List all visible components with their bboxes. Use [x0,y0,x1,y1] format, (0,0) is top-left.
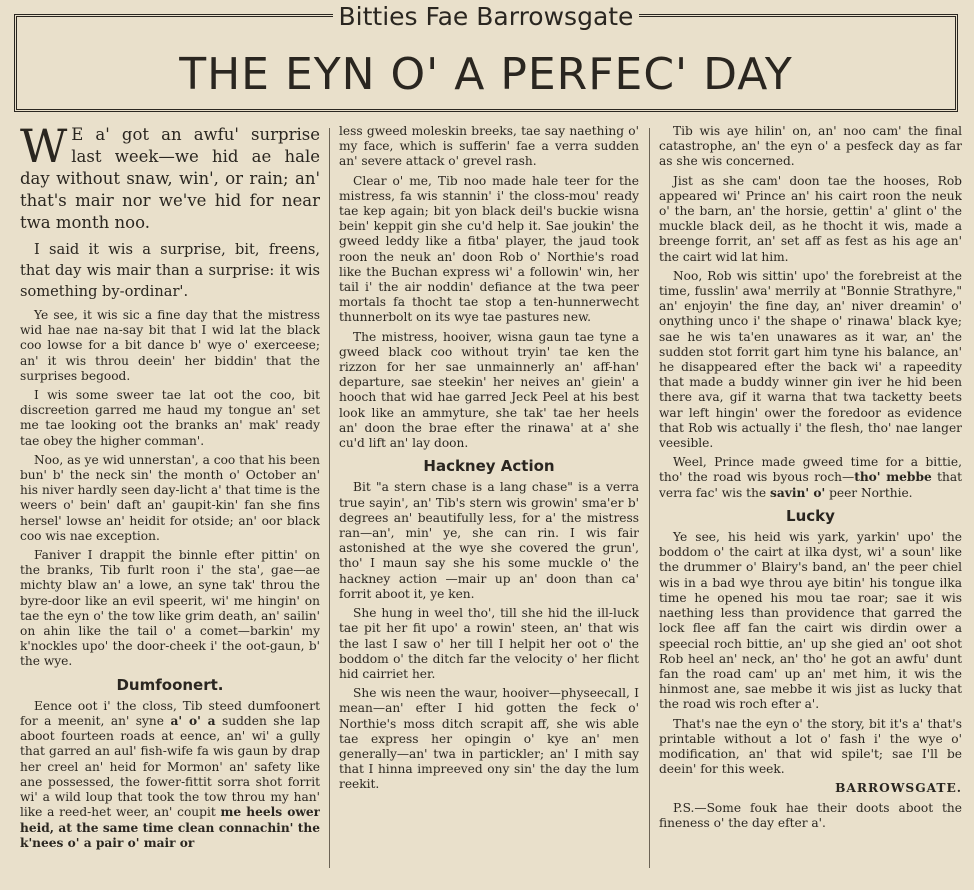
drop-cap: W [20,124,68,173]
paragraph: Ye see, it wis sic a fine day that the mistress wid hae nae na-say bit that I wid lat the black coo lowse for a bit dance b' wye o' exerceese; an' it wis throu deein' her biddin' that the surprises begood. [20,308,320,383]
paragraph: Ye see, his heid wis yark, yarkin' upo' the boddom o' the cairt at ilka dyst, wi' a soun' like the drummer o' Blairy's band, an' the peer chiel wis in a bad wye throu aye bitin' his tongue ilka time he opened his mou tae roar; sae it wis naething less than providence that garred the lock flee aff fan the cairt wis dirdin ower a speecial roch bittie, an' up she gied an' oot shot Rob heel an' neck, an' tho' he got an awfu' dunt fan the road cam' up an' met him, it wis the hinmost ane, sae mebbe it wis jist as lucky that the road wis roch efter a'. [659,530,962,712]
paragraph: less gweed moleskin breeks, tae say naething o' my face, which is sufferin' fae a verra sudden an' severe attack o' grevel rash. [339,124,639,169]
paragraph: Clear o' me, Tib noo made hale teer for the mistress, fa wis stannin' i' the closs-mou' ready tae kep again; bit yon black deil's buckie wisna bein' keppit gin she cu'd help it. Sae joukin' the gweed leddy like a fitba' player, the jaud took roon the neuk an' doon Rob o' Northie's road like the Buchan express wi' a followin' win, her tail i' the air noddin' defiance at the twa peer mortals fa thocht tae stop a ten-hunnerwecht thunnerbolt on its wye tae pastures new. [339,173,639,325]
lead-paragraph-2: I said it wis a surprise, bit, freens, that day wis mair than a surprise: it wis something by-ordinar'. [20,241,320,300]
headline: THE EYN O' A PERFEC' DAY [179,49,793,100]
paragraph: Noo, as ye wid unnerstan', a coo that his been bun' b' the neck sin' the month o' October an' his niver hardly seen day-licht a' that time is the weers o' bein' daft an' gaupit-kin' fan she fins hersel' lowse an' heidit for otside; an' oor black coo wis nae exception. [20,452,320,543]
section-heading: Hackney Action [423,457,555,476]
paragraph: She wis neen the waur, hooiver—physeecall, I mean—an' efter I hid gotten the feck o' Northie's moss ditch scrapit aff, she wis able tae express her opingin o' kye an' men generally—an' twa in partickler; an' I mith say that I hinna impreeved ony sin' the day the lum reekit. [339,686,639,792]
column-divider [329,128,330,868]
paragraph: Eence oot i' the closs, Tib steed dumfoonert for a meenit, an' syne a' o' a sudden she lap aboot fourteen roads at eence, an' wi' a gully that garred an aul' fish-wife fa wis gaun by drap her creel an' heid for Mormon' an' safety like ane possessed, the fower-fittit sorra shot forrit wi' a wild loup that took the tow throu my han' like a reed-het weer, an' coupit me heels ower heid, at the same time clean connachin' the k'nees o' a pair o' mair or [20,698,320,850]
column-2 [339,124,639,880]
paragraph: Bit "a stern chase is a lang chase" is a verra true sayin', an' Tib's stern wis growin' sma'er b' degrees an' beautifully less, for a' the mistress ran—an', min' ye, she can rin. I wis fair astonished at the wye she covered the grun', tho' I maun say she his some muckle o' the hackney action —mair up an' doon than ca' forrit aboot it, ye ken. [339,480,639,601]
paragraph: She hung in weel tho', till she hid the ill-luck tae pit her fit upo' a rowin' steen, an' that wis the last I saw o' her till I helpit her oot o' the boddom o' the ditch far the velocity o' her flicht hid cairriet her. [339,606,639,681]
paragraph: Noo, Rob wis sittin' upo' the forebreist at the time, fusslin' awa' merrily at "Bonnie Strathyre," an' enjoyin' the fine day, an' niver dreamin' o' onything unco i' the shape o' rinawa' black kye; sae he wis ta'en unawares as it war, an' the sudden stot forrit gart him tyne his balance, an' he disappeared efter the back wi' a rapeedity that made a buddy winner gin iver he hid been there ava, gif it warna that twa tacketty beets war left hingin' ower the foredoor as evidence that Rob wis actually i' the flesh, tho' nae langer veesible. [659,268,962,451]
paragraph: That's nae the eyn o' the story, bit it's a' that's printable without a lot o' fash i' the wye o' modification, an' that wid spile't; sae I'll be deein' for this week. [659,716,962,777]
paragraph: Jist as she cam' doon tae the hooses, Rob appeared wi' Prince an' his cairt roon the neuk o' the barn, an' the horsie, gettin' a' glint o' the muckle black deil, as he thocht it wis, made a breenge forrit, an' set aff as fest as his age an' the cairt wid lat him. [659,173,962,264]
section-heading: Lucky [786,506,835,525]
series-title: Bitties Fae Barrowsgate [17,2,955,31]
paragraph: Faniver I drappit the binnle efter pittin' on the branks, Tib furlt roon i' the sta', gae—ae michty blaw an' a lowe, an syne tak' throu the byre-door like an evil speerit, wi' me hingin' on tae the eyn o' the tow like grim death, an' sailin' on ahin like the tail o' a comet—barkin' my k'nockles upo' the door-cheek i' the oot-gaun, b' the wye. [20,548,320,669]
paragraph: The mistress, hooiver, wisna gaun tae tyne a gweed black coo without tryin' tae ken the rizzon for her sae unmainnerly an' aff-han' departure, sae steekin' her neives an' giein' a hooch that wid hae garred Jeck Peel at his best look like an ammyture, she tak' tae her heels an' doon the brae efter the rinawa' at a' she cu'd lift an' lay doon. [339,329,639,451]
column-3 [659,124,962,880]
column-1 [20,124,320,880]
lead-paragraph: W E a' got an awfu' surprise last week—we hid ae hale day without snaw, win', or rain; an' that's mair nor we've hid for near twa month noo. [20,124,320,232]
column-divider [649,128,650,868]
paragraph: I wis some sweer tae lat oot the coo, bit discreetion garred me haud my tongue an' set me tae looking oot the branks an' mak' ready tae obey the higher comman'. [20,388,320,448]
paragraph: Weel, Prince made gweed time for a bittie, tho' the road wis byous roch—tho' mebbe that verra fac' wis the savin' o' peer Northie. [659,455,962,500]
header-box [14,2,958,112]
section-heading: Dumfoonert. [116,675,224,694]
signature: BARROWSGATE. [835,781,962,796]
postscript: P.S.—Some fouk hae their doots aboot the fineness o' the day efter a'. [659,800,962,830]
paragraph: Tib wis aye hilin' on, an' noo cam' the final catastrophe, an' the eyn o' a pesfeck day as far as she wis concerned. [659,124,962,169]
